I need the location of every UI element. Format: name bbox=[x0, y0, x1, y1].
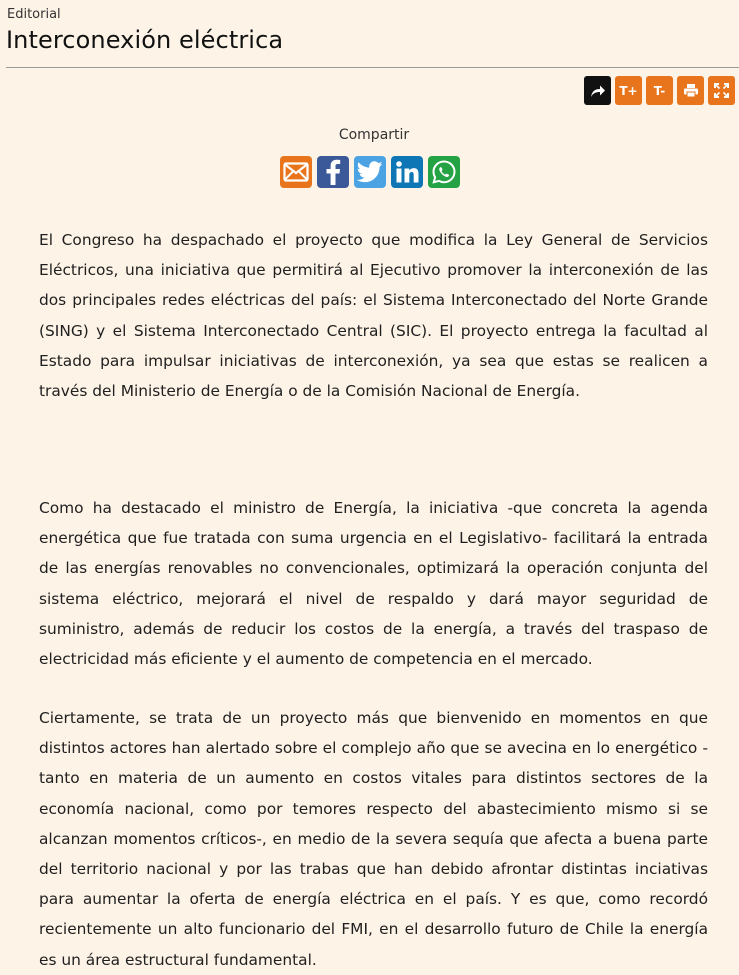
print-button[interactable] bbox=[677, 76, 704, 105]
whatsapp-icon bbox=[428, 156, 460, 188]
share-whatsapp-button[interactable] bbox=[428, 156, 460, 188]
page-title: Interconexión eléctrica bbox=[6, 26, 284, 54]
share-linkedin-button[interactable] bbox=[391, 156, 423, 188]
title-divider bbox=[6, 67, 739, 68]
share-toggle-button[interactable] bbox=[584, 76, 611, 105]
article-paragraph-1: El Congreso ha despachado el proyecto que modifica la Ley General de Servicios Eléctricos, una iniciativa que permitirá al Ejecutivo promover la interconexión de las dos principales redes eléctricas del país: el Sistema Interconectado del Norte Grande (SING) y el Sistema Interconectado Central (SIC). El proyecto entrega la facultad al Estado para impulsar iniciativas de interconexión, ya sea que estas se realicen a través del Ministerio de Energía o de la Comisión Nacional de Energía. bbox=[39, 231, 708, 401]
share-email-button[interactable] bbox=[280, 156, 312, 188]
share-label: Compartir bbox=[338, 127, 410, 143]
fullscreen-button[interactable] bbox=[708, 76, 735, 105]
article-toolbar bbox=[584, 76, 735, 105]
facebook-icon bbox=[325, 159, 341, 185]
share-arrow-icon bbox=[590, 84, 606, 98]
decrease-text-button[interactable]: T- bbox=[646, 76, 673, 105]
article-paragraph-2: Como ha destacado el ministro de Energía, la iniciativa -que concreta la agenda energética que fue tratada con suma urgencia en el Legislativo- facilitará la entrada de las energías renovables no convencionales, optimizará la operación conjunta del sistema eléctrico, mejorará el nivel de respaldo y dará mayor seguridad de suministro, además de reducir los costos de la energía, a través del traspaso de electricidad más eficiente y el aumento de competencia en el mercado. bbox=[39, 499, 708, 669]
linkedin-icon bbox=[395, 160, 419, 184]
twitter-icon bbox=[357, 161, 383, 183]
share-buttons bbox=[280, 156, 460, 188]
share-facebook-button[interactable] bbox=[317, 156, 349, 188]
mail-icon bbox=[283, 162, 309, 182]
share-twitter-button[interactable] bbox=[354, 156, 386, 188]
printer-icon bbox=[683, 83, 699, 98]
increase-text-button[interactable]: T+ bbox=[615, 76, 642, 105]
fullscreen-icon bbox=[714, 83, 729, 98]
section-label: Editorial bbox=[7, 7, 61, 22]
article-paragraph-3: Ciertamente, se trata de un proyecto más que bienvenido en momentos en que distintos actores han alertado sobre el complejo año que se avecina en lo energético -tanto en materia de un aumento en costos vitales para distintos sectores de la economía nacional, como por temores respecto del abastecimiento mismo si se alcanzan momentos críticos-, en medio de la severa sequía que afecta a buena parte del territorio nacional y por las trabas que han debido afrontar distintas inciativas para aumentar la oferta de energía eléctrica en el país. Y es que, como recordó recientemente un alto funcionario del FMI, en el desarrollo futuro de Chile la energía es un área estructural fundamental. bbox=[39, 709, 708, 969]
